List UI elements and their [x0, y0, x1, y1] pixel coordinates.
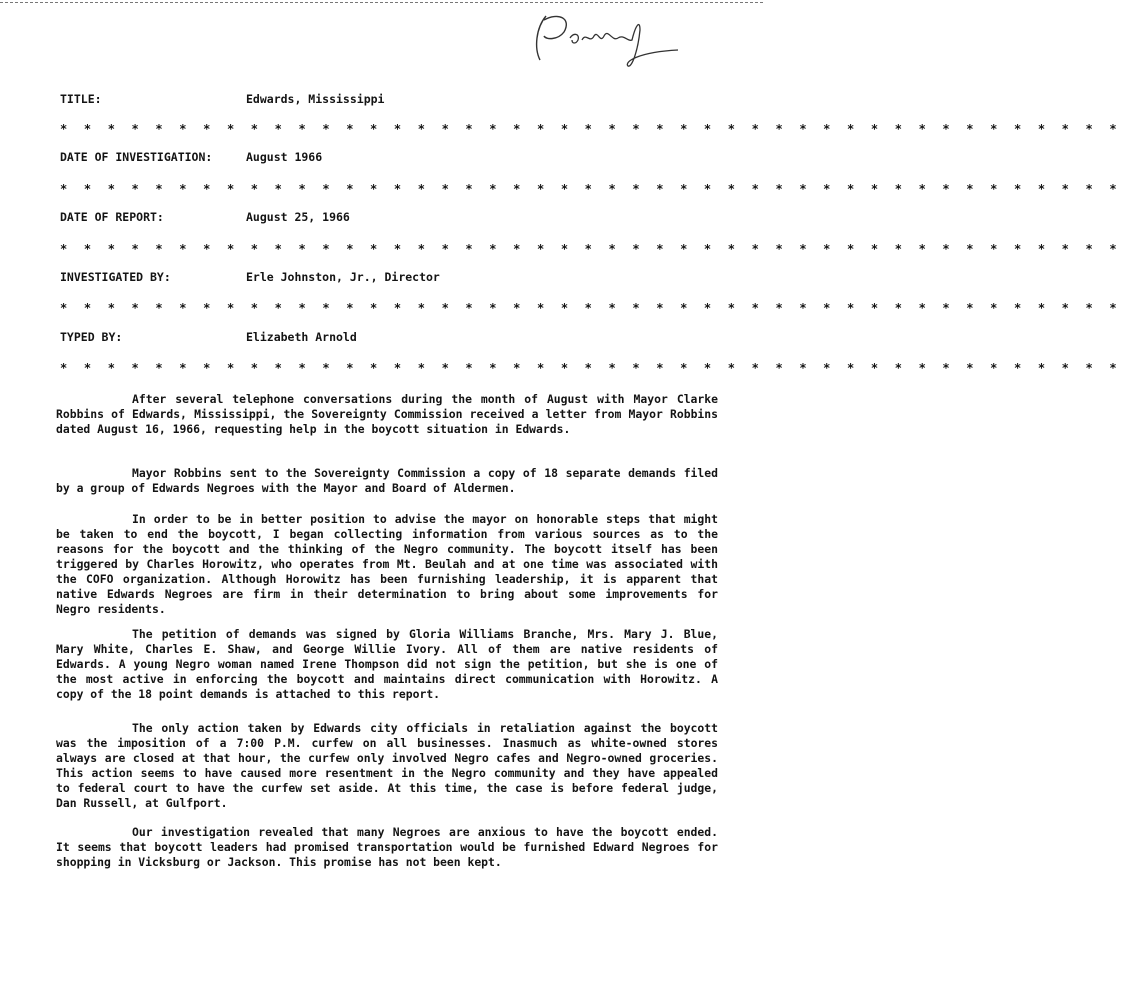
separator-line: * * * * * * * * * * * * * * * * * * * * * * * * * * * * * * * * * * * * * * * * * * * * *	[60, 122, 1121, 136]
separator-line: * * * * * * * * * * * * * * * * * * * * * * * * * * * * * * * * * * * * * * * * * * * * *	[60, 242, 1121, 256]
date-of-investigation-value: August 1966	[246, 150, 323, 164]
title-value: Edwards, Mississippi	[246, 92, 385, 106]
typed-by-value: Elizabeth Arnold	[246, 330, 357, 344]
body-paragraph: The only action taken by Edwards city officials in retaliation against the boycott was the imposition of a 7:00 P.M. curfew on all businesses. Inasmuch as white-owned stores always are closed at that hour, the curfew only involved Negro cafes and Negro-owned groceries. This action seems to have caused more resentment in the Negro community and they have appealed to federal court to have the curfew set aside. At this time, the case is before federal judge, Dan Russell, at Gulfport.	[56, 721, 718, 810]
date-of-report-label: DATE OF REPORT:	[60, 210, 164, 224]
typed-by-label: TYPED BY:	[60, 330, 123, 344]
investigated-by-value: Erle Johnston, Jr., Director	[246, 270, 440, 284]
body-paragraph: After several telephone conversations during the month of August with Mayor Clarke Robbins of Edwards, Mississippi, the Sovereignty Commission received a letter from Mayor Robbins dated August 16, 1966, requesting help in the boycott situation in Edwards.	[56, 392, 718, 436]
top-edge-dashed-line	[0, 2, 763, 3]
date-of-report-value: August 25, 1966	[246, 210, 350, 224]
body-paragraph: Our investigation revealed that many Negroes are anxious to have the boycott ended. It seems that boycott leaders had promised transportation would be furnished Edward Negroes for shopping in Vicksburg or Jackson. This promise has not been kept.	[56, 825, 718, 869]
date-of-investigation-label: DATE OF INVESTIGATION:	[60, 150, 213, 164]
body-paragraph: Mayor Robbins sent to the Sovereignty Commission a copy of 18 separate demands filed by a group of Edwards Negroes with the Mayor and Board of Aldermen.	[56, 466, 718, 495]
investigated-by-label: INVESTIGATED BY:	[60, 270, 171, 284]
separator-line: * * * * * * * * * * * * * * * * * * * * * * * * * * * * * * * * * * * * * * * * * * * * *	[60, 182, 1121, 196]
body-paragraph: The petition of demands was signed by Gloria Williams Branche, Mrs. Mary J. Blue, Mary White, Charles E. Shaw, and George Willie Ivory. All of them are native residents of Edwards. A young Negro woman named Irene Thompson did not sign the petition, but she is one of the most active in enforcing the boycott and maintains direct communication with Horowitz. A copy of the 18 point demands is attached to this report.	[56, 627, 718, 701]
handwritten-signature	[528, 10, 688, 70]
title-label: TITLE:	[60, 92, 102, 106]
body-paragraph: In order to be in better position to advise the mayor on honorable steps that might be taken to end the boycott, I began collecting information from various sources as to the reasons for the boycott and the thinking of the Negro community. The boycott itself has been triggered by Charles Horowitz, who operates from Mt. Beulah and at one time was associated with the COFO organization. Although Horowitz has been furnishing leadership, it is apparent that native Edwards Negroes are firm in their determination to bring about some improvements for Negro residents.	[56, 512, 718, 616]
separator-line: * * * * * * * * * * * * * * * * * * * * * * * * * * * * * * * * * * * * * * * * * * * * *	[60, 361, 1121, 375]
separator-line: * * * * * * * * * * * * * * * * * * * * * * * * * * * * * * * * * * * * * * * * * * * * *	[60, 301, 1121, 315]
